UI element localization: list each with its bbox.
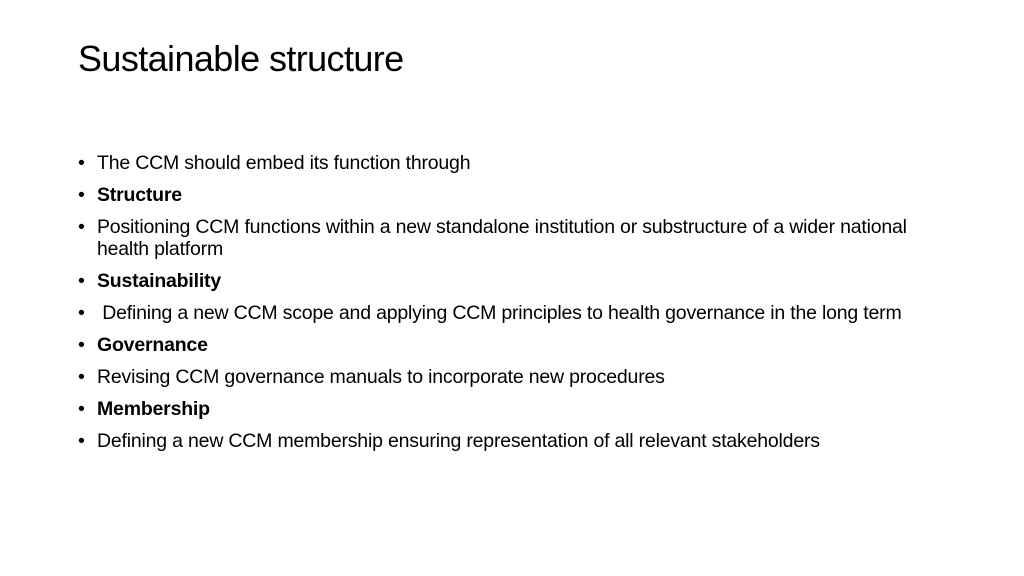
bullet-heading: Sustainability: [97, 269, 221, 292]
bullet-icon: •: [78, 184, 85, 206]
bullet-icon: •: [78, 397, 85, 420]
bullet-item-1: [78, 153, 958, 175]
bullet-icon: •: [78, 301, 85, 324]
bullet-icon: •: [78, 429, 85, 452]
bullet-heading: Membership: [97, 397, 210, 420]
bullet-icon: •: [78, 365, 85, 388]
bullet-item-7: [78, 367, 958, 389]
bullet-item-2: [78, 185, 958, 207]
bullet-heading: Structure: [97, 184, 182, 206]
bullet-text: The CCM should embed its function through: [97, 152, 471, 174]
bullet-item-3: [78, 217, 958, 260]
bullet-icon: •: [78, 152, 85, 174]
bullet-icon: •: [78, 269, 85, 292]
bullet-item-9: [78, 431, 958, 453]
bullet-heading: Governance: [97, 333, 208, 356]
slide-title: Sustainable structure: [78, 38, 404, 79]
bullet-text: Defining a new CCM scope and applying CCM principles to health governance in the long term: [97, 301, 902, 324]
bullet-item-4: [78, 271, 958, 293]
bullet-text: Positioning CCM functions within a new standalone institution or substructure of a wider national health platform: [97, 216, 907, 260]
bullet-list: [78, 153, 958, 463]
bullet-item-5: [78, 303, 958, 325]
bullet-item-6: [78, 335, 958, 357]
bullet-icon: •: [78, 216, 85, 238]
bullet-item-8: [78, 399, 958, 421]
bullet-text: Revising CCM governance manuals to incorporate new procedures: [97, 365, 665, 388]
bullet-text: Defining a new CCM membership ensuring representation of all relevant stakeholders: [97, 429, 820, 452]
bullet-icon: •: [78, 333, 85, 356]
